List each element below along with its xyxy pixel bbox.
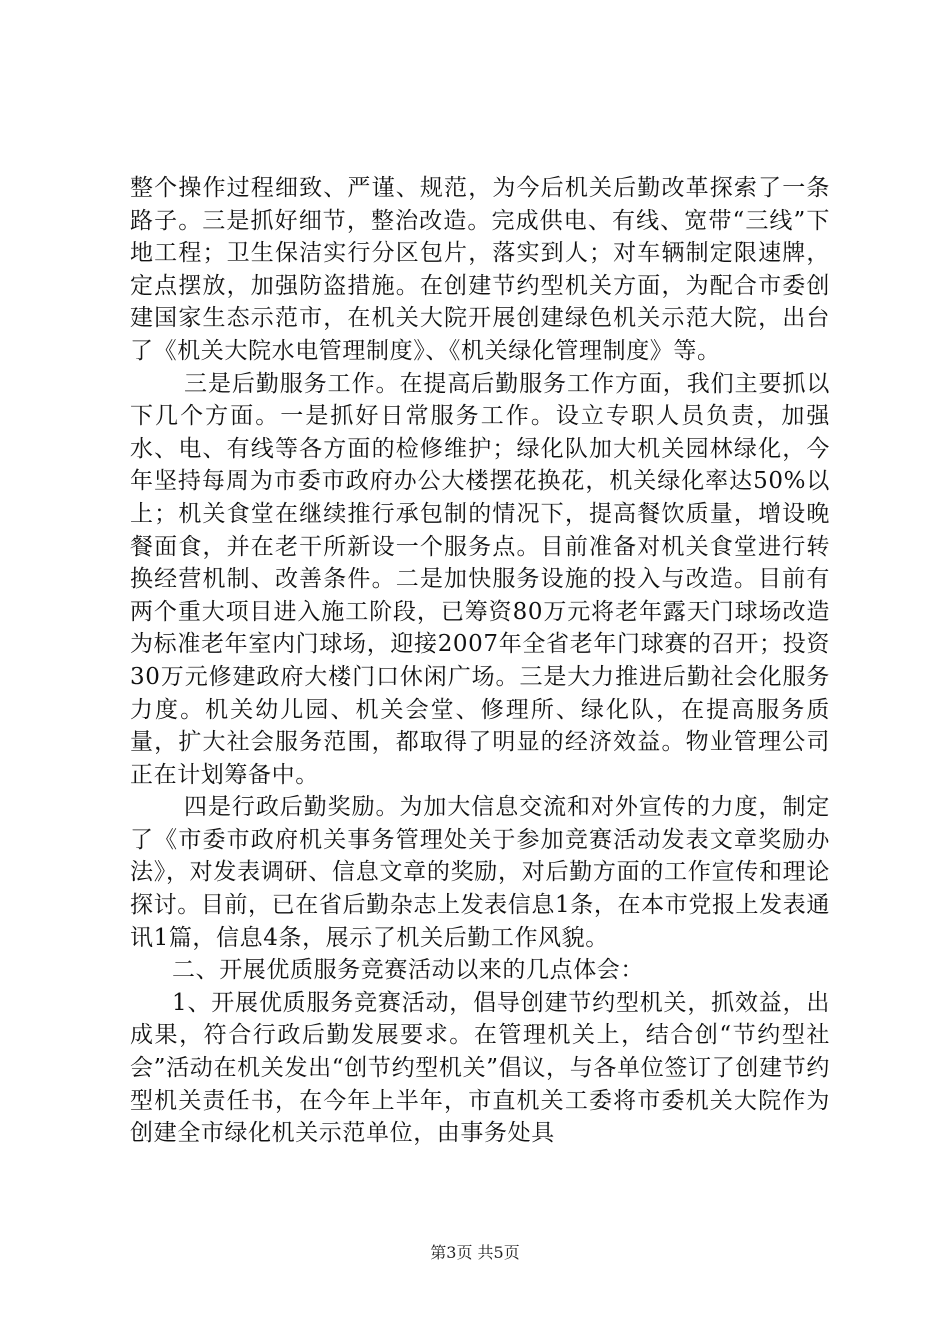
paragraph-continuation: 整个操作过程细致、严谨、规范，为今后机关后勤改革探索了一条路子。三是抓好细节，整治改造。完成供电、有线、宽带“三线”下地工程；卫生保洁实行分区包片，落实到人；对车辆制定限速牌，定点摆放，加强防盗措施。在创建节约型机关方面，为配合市委创建国家生态示范市，在机关大院开展创建绿色机关示范大院，出台了《机关大院水电管理制度》、《机关绿化管理制度》等。 [130,175,830,364]
page-number: 第3页 共5页 [430,1243,520,1262]
paragraph-experience-1: 1、开展优质服务竞赛活动，倡导创建节约型机关，抓效益，出成果，符合行政后勤发展要求。在管理机关上，结合创“节约型社会”活动在机关发出“创节约型机关”倡议，与各单位签订了创建节约型机关责任书，在今年上半年，市直机关工委将市委机关大院作为创建全市绿化机关示范单位，由事务处具 [130,989,830,1147]
paragraph-logistics-reward: 四是行政后勤奖励。为加大信息交流和对外宣传的力度，制定了《市委市政府机关事务管理处关于参加竞赛活动发表文章奖励办法》，对发表调研、信息文章的奖励，对后勤方面的工作宣传和理论探讨。目前，已在省后勤杂志上发表信息1条，在本市党报上发表通讯1篇，信息4条，展示了机关后勤工作风貌。 [130,794,830,951]
paragraph-logistics-service: 三是后勤服务工作。在提高后勤服务工作方面，我们主要抓以下几个方面。一是抓好日常服务工作。设立专职人员负责，加强水、电、有线等各方面的检修维护；绿化队加大机关园林绿化，今年坚持每周为市委市政府办公大楼摆花换花，机关绿化率达50%以上；机关食堂在继续推行承包制的情况下，提高餐饮质量，增设晚餐面食，并在老干所新设一个服务点。目前准备对机关食堂进行转换经营机制、改善条件。二是加快服务设施的投入与改造。目前有两个重大项目进入施工阶段，已筹资80万元将老年露天门球场改造为标准老年室内门球场，迎接2007年全省老年门球赛的召开；投资30万元修建政府大楼门口休闲广场。三是大力推进后勤社会化服务力度。机关幼儿园、机关会堂、修理所、绿化队，在提高服务质量，扩大社会服务范围，都取得了明显的经济效益。物业管理公司正在计划筹备中。 [130,370,830,788]
section-heading-experience: 二、开展优质服务竞赛活动以来的几点体会： [172,957,644,984]
document-body [130,172,830,1150]
page-footer [0,1240,950,1263]
